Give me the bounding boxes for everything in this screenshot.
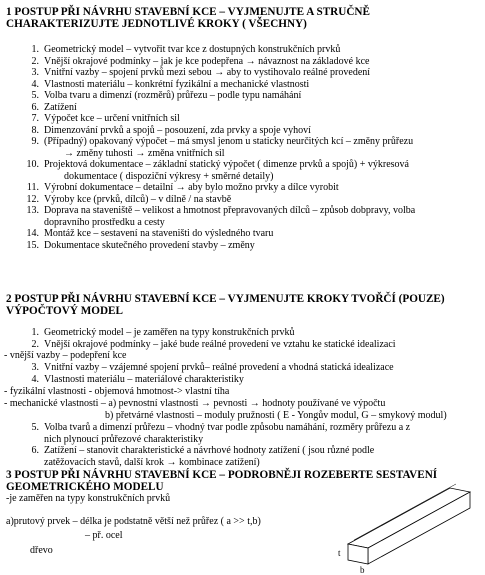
section1-heading-line1: 1 POSTUP PŘI NÁVRHU STAVEBNÍ KCE – VYJMENUJTE A STRUČNĚ [6,6,370,18]
item-text-line1: (Případný) opakovaný výpočet – má smysl jenom u staticky neurčitých kcí – změny průřezu [44,136,414,147]
list-item [24,136,479,159]
item-text [44,136,479,159]
section2-heading-line2: VÝPOČTOVÝ MODEL [6,305,123,317]
list-item [24,67,479,79]
section2-heading-line1: 2 POSTUP PŘI NÁVRHU STAVEBNÍ KCE – VYJMENUJTE KROKY TVOŘČÍ (POUZE) [6,293,445,305]
section2-list-cont2 [24,422,479,468]
section3-line3: – př. ocel [85,530,123,541]
section3-heading-line2: GEOMETRICKÉHO MODELU [6,481,164,493]
item-number: 14. [26,228,39,239]
item-number: 6. [31,445,39,456]
item-text: Geometrický model – je zaměřen na typy konstrukčních prvků [44,327,295,338]
item-text: Zatížení [44,101,77,113]
item-text: Vnější okrajové podmínky – jaké bude reálné provedení ve vztahu ke statické idealizaci [44,338,396,350]
item-number: 5. [31,422,39,433]
item-number: 15. [26,239,39,251]
item-text: Vnitřní vazby – vzájemné spojení prvků– reálné provedení a vhodná statická idealizace [44,362,394,373]
section3-line1: -je zaměřen na typy konstrukčních prvků [6,493,171,504]
list-item [24,79,479,91]
fig-label-t: t [338,548,341,558]
section1-heading [6,6,370,30]
list-item [24,56,479,68]
list-item [24,445,479,468]
list-item [24,228,479,240]
section1-list [24,44,479,251]
section2-mechanicke-b: b) přetvárné vlastnosti – moduly pružnosti ( E - Yongův modul, G – smykový modul) [105,410,447,421]
section2-heading [6,293,445,317]
item-text [44,159,479,182]
item-text-line2: dokumentace ( dispoziční výkresy + směrné detaily) [64,170,274,182]
section3-line2: a)prutový prvek – délka je podstatně větší než průřez ( a >> t,b) [6,516,261,527]
item-number: 12. [26,193,39,205]
section2-vnejsi-vazby: - vnější vazby – podepření kce [4,350,127,361]
item-text-line1: Projektová dokumentace – základní statický výpočet ( dimenze prvků a spojů) + výkresová [44,159,409,170]
item-text-line1: Zatížení – stanovit charakteristické a návrhové hodnoty zatížení ( jsou různé podle [44,445,375,456]
item-text: Vlastnosti materiálu – konkrétní fyzikální a mechanické vlastnosti [44,78,310,90]
item-text-line2: nich plynoucí průřezové charakteristiky [44,433,204,445]
item-text: Montáž kce – sestavení na staveništi do výsledného tvaru [44,228,274,239]
list-item [24,159,479,182]
list-item [24,182,479,194]
item-text: Geometrický model – vytvořit tvar kce z dostupných konstrukčních prvků [44,44,341,55]
list-item [24,90,479,102]
item-text: Výrobní dokumentace – detailní → aby bylo možno prvky a dílce vyrobit [44,182,339,193]
item-text: Vnitřní vazby – spojení prvků mezi sebou → aby to vystihovalo reálné provedení [44,67,371,78]
list-item [24,113,479,125]
item-text: Výpočet kce – určení vnitřních sil [44,113,180,124]
item-number: 4. [31,373,39,385]
list-item [24,362,479,374]
list-item [24,327,479,339]
list-item [24,240,479,252]
item-text [44,205,479,228]
beam-figure [330,478,480,575]
item-number: 1. [31,327,39,338]
list-item [24,44,479,56]
item-number: 3. [31,362,39,373]
fig-label-b: b [360,565,365,575]
item-number: 10. [26,159,39,170]
item-number: 13. [26,205,39,216]
item-number: 9. [31,136,39,147]
item-number: 5. [31,90,39,101]
item-number: 11. [26,182,39,193]
item-number: 7. [31,113,39,124]
section2-list [24,327,479,350]
list-item [24,102,479,114]
list-item [24,422,479,445]
item-text-line1: Doprava na staveniště – velikost a hmotnost přepravovaných dílců – způsob dobpravy, volba [44,205,416,216]
item-number: 1. [31,44,39,55]
section2-fyzikalni: - fyzikální vlastnosti - objemová hmotnost-> vlastní tíha [4,386,230,397]
list-item [24,374,479,386]
item-text-line1: Volba tvarů a dimenzí průřezu – vhodný tvar podle způsobu namáhání, rozměry průřezu a z [44,422,411,433]
item-text-line2: zatěžovacích stavů, další krok → kombinace zatížení) [44,456,260,468]
item-text [44,445,479,468]
item-number: 2. [31,338,39,350]
item-number: 6. [31,101,39,113]
item-number: 2. [31,55,39,67]
item-text: Vnější okrajové podmínky – jak je kce podepřena → návaznost na základové kce [44,55,370,67]
section1-heading-line2: CHARAKTERIZUJTE JEDNOTLIVÉ KROKY ( VŠECHNY) [6,18,307,30]
list-item [24,205,479,228]
list-item [24,125,479,137]
item-number: 4. [31,78,39,90]
item-number: 3. [31,67,39,78]
item-text: Dimenzování prvků a spojů – posouzení, zda prvky a spoje vyhoví [44,124,311,136]
item-text: Vlastnosti materiálu – materiálové charakteristiky [44,373,244,385]
section3-line4: dřevo [30,545,53,556]
section3-heading-line1: 3 POSTUP PŘI NÁVRHU STAVEBNÍ KCE – PODROBNĚJI ROZEBERTE SESTAVENÍ [6,469,438,481]
list-item [24,339,479,351]
section2-mechanicke: - mechanické vlastnosti – a) pevnostní vlastnosti → pevnosti → hodnoty používané ve výpočtu [4,398,386,409]
item-text [44,422,479,445]
item-number: 8. [31,124,39,136]
item-text-line2: → změny tuhosti → změna vnitřních sil [64,147,225,159]
item-text: Výroby kce (prvků, dílců) – v dílně / na stavbě [44,193,232,205]
item-text: Volba tvaru a dimenzí (rozměrů) průřezu – podle typu namáhání [44,90,302,101]
beam-end-face [348,544,368,564]
item-text-line2: dopravního prostředku a cesty [44,216,165,228]
section2-list-cont [24,362,479,385]
item-text: Dokumentace skutečného provedení stavby – změny [44,239,255,251]
list-item [24,194,479,206]
